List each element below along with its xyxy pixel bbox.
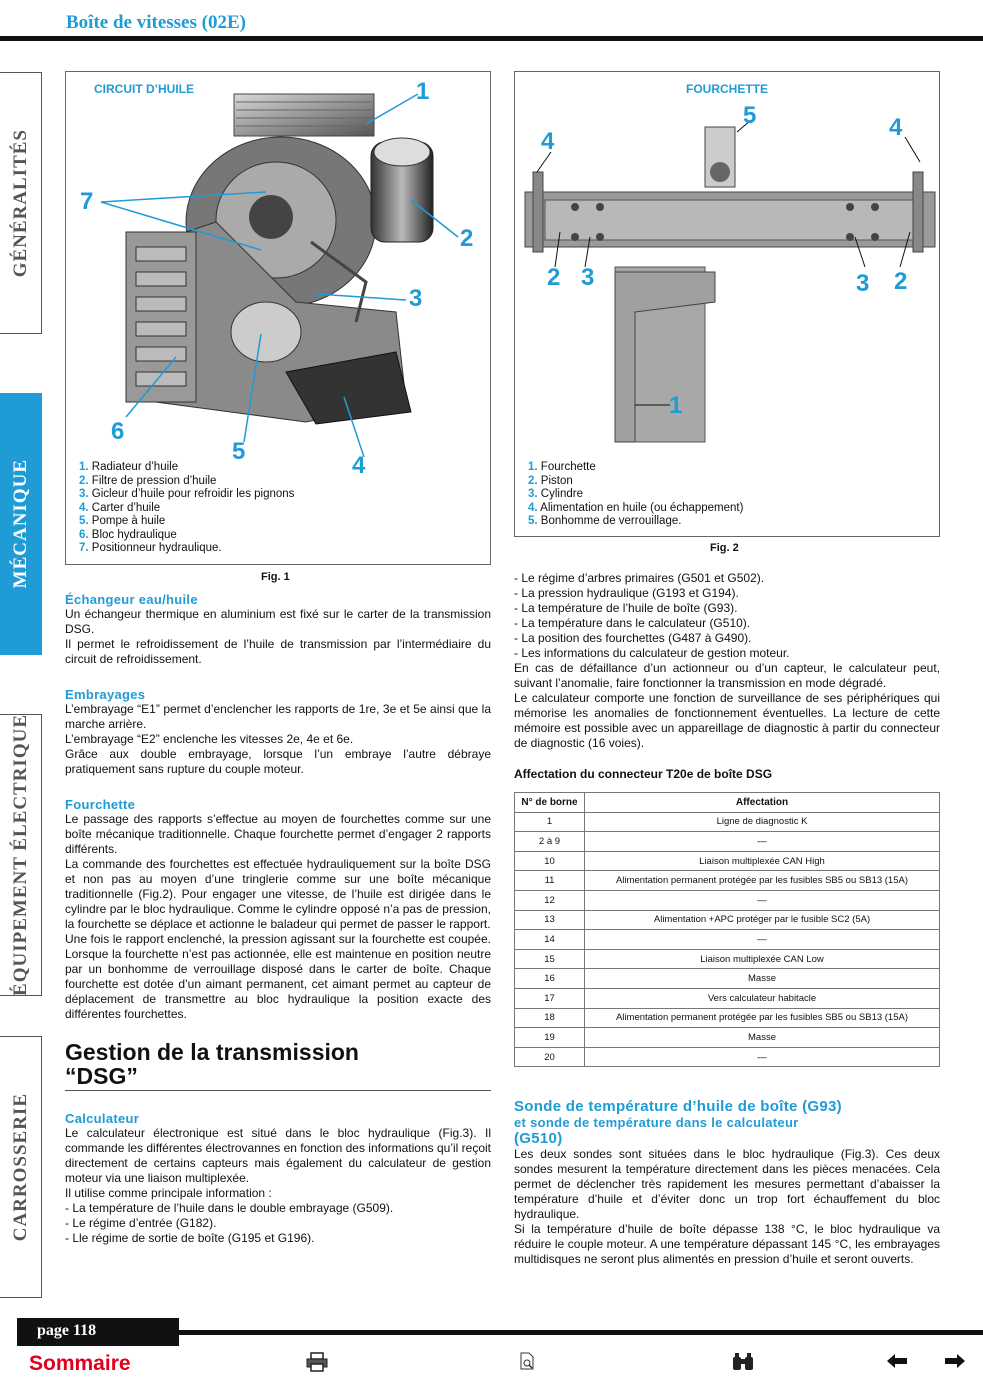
table-row [515, 1008, 940, 1028]
table-cell: — [585, 890, 940, 910]
table-cell: 12 [515, 890, 585, 910]
sommaire-link[interactable]: Sommaire [29, 1352, 131, 1375]
table-row [515, 890, 940, 910]
table-row [515, 930, 940, 950]
section-title-fourchette: Fourchette [65, 797, 136, 812]
paragraph: La commande des fourchettes est effectuée hydrauliquement sur la boîte DSG et non pas au moyen d’une tringlerie comme sur une boîte mécanique traditionnelle (Fig.2). Pour engager une vitesse, de l’huile est dirigée dans le cylindre par le bloc hydraulique. Comme le cylindre opposé n’a pas de pression, la fourchette se déplace et actionne le baladeur qui permet de passer le rapport. [65, 857, 491, 931]
callout-7: 7 [80, 188, 94, 215]
table-cell: 14 [515, 930, 585, 950]
legend-item: 2. Filtre de pression d’huile [79, 474, 217, 487]
table-cell: 2 à 9 [515, 832, 585, 852]
table-cell: Alimentation permanent protégée par les fusibles SB5 ou SB13 (15A) [585, 871, 940, 891]
table-cell: 18 [515, 1008, 585, 1028]
column-header: N° de borne [515, 793, 585, 813]
legend-item: 7. Positionneur hydraulique. [79, 542, 222, 554]
paragraph: Le calculateur électronique est situé dans le bloc hydraulique (Fig.3). Il commande les différentes électrovannes en fonction des informations qu’il reçoit directement de certains capteurs mais également du calculateur de gestion moteur via une liaison multiplexée. [65, 1126, 492, 1185]
print-icon[interactable] [306, 1352, 328, 1378]
paragraph: Il utilise comme principale information : [65, 1186, 272, 1200]
table-row [515, 949, 940, 969]
callout-1: 1 [416, 78, 430, 105]
table-cell: 10 [515, 851, 585, 871]
table-cell: 11 [515, 871, 585, 891]
side-tab-label: GÉNÉRALITÉS [9, 128, 31, 278]
table-cell: Liaison multiplexée CAN Low [585, 949, 940, 969]
table-row [515, 1028, 940, 1048]
table-cell: 19 [515, 1028, 585, 1048]
paragraph: Si la température d’huile de boîte dépasse 138 °C, le bloc hydraulique va réduire le couple moteur. A une température dépassant 145 °C, les embrayages multidisques ne seront plus alimentés en pression d’huile et seront ouverts. [514, 1222, 940, 1267]
callout-5: 5 [743, 102, 757, 129]
callout-3: 3 [856, 270, 870, 297]
list-item: - Le régime d’arbres primaires (G501 et G502). [514, 571, 765, 585]
list-item: - Le régime d’entrée (G182). [65, 1216, 217, 1230]
paragraph: Une fois le rapport enclenché, la pression agissant sur la fourchette est coupée. Lorsque la fourchette n’est pas actionnée, elle est maintenue en position neutre par un bonhomme de verrouillage disposé dans le carter de boîte. Chaque fourchette est dotée d’un aimant permanent, cet aimant permet au capteur de déplacement de transmettre au bloc hydraulique la position exacte des différentes fourchettes. [65, 932, 491, 1021]
table-row [515, 910, 940, 930]
legend-item: 1. Radiateur d’huile [79, 461, 179, 473]
table-cell: 13 [515, 910, 585, 930]
paragraph: Un échangeur thermique en aluminium est fixé sur le carter de la transmission DSG. [65, 607, 491, 636]
table-row [515, 1047, 940, 1067]
list-item: - La température dans le calculateur (G510). [514, 616, 751, 630]
list-item: - La température de l’huile de boîte (G93). [514, 601, 738, 615]
paragraph: L’embrayage “E1” permet d’enclencher les rapports de 1re, 3e et 5e ainsi que la marche arrière. [65, 702, 491, 731]
table-row [515, 988, 940, 1008]
list-item: - La pression hydraulique (G193 et G194). [514, 586, 739, 600]
table-row [515, 871, 940, 891]
table-row [515, 832, 940, 852]
table-cell: Ligne de diagnostic K [585, 812, 940, 832]
paragraph: Grâce aux double embrayage, lorsque l’un embraye l’autre débraye pratiquement sans rupture du couple moteur. [65, 747, 491, 776]
callout-1: 1 [669, 392, 683, 419]
side-tab-equipement-electrique[interactable] [0, 714, 42, 996]
table-cell: Alimentation permanent protégée par les fusibles SB5 ou SB13 (15A) [585, 1008, 940, 1028]
callout-3: 3 [581, 264, 595, 291]
figure-2-caption: Fig. 2 [710, 542, 739, 554]
section-title-echangeur: Échangeur eau/huile [65, 592, 198, 607]
figure-legend [79, 461, 294, 556]
legend-item: 6. Bloc hydraulique [79, 528, 177, 541]
legend-item: 4. Carter d’huile [79, 501, 161, 514]
figure-1-caption: Fig. 1 [261, 571, 290, 583]
table-cell: — [585, 1047, 940, 1067]
legend-item: 4. Alimentation en huile (ou échappement) [528, 501, 744, 514]
legend-item: 5. Bonhomme de verrouillage. [528, 515, 682, 527]
legend-item: 2. Piston [528, 474, 573, 487]
table-cell: — [585, 930, 940, 950]
fork-illustration [515, 72, 941, 452]
connector-table [514, 792, 940, 1067]
gearbox-illustration [66, 72, 492, 462]
paragraph: En cas de défaillance d’un actionneur ou d’un capteur, le calculateur peut, suivant l’anomalie, faire fonctionner la transmission en mode dégradé. [514, 661, 940, 690]
callout-2: 2 [460, 225, 474, 252]
paragraph: Le passage des rapports s’effectue au moyen de fourchettes comme sur une boîte mécanique traditionnelle. Chaque fourchette permet d’engager 2 rapports différents. [65, 812, 491, 856]
side-tab-carrosserie[interactable] [0, 1036, 42, 1298]
section-title-sonde [514, 1099, 940, 1147]
left-column [65, 582, 491, 1246]
table-row [515, 969, 940, 989]
table-cell: 16 [515, 969, 585, 989]
binoculars-icon[interactable] [731, 1352, 755, 1378]
legend-item: 3. Cylindre [528, 488, 583, 500]
callout-4: 4 [352, 452, 366, 479]
page-header-title: Boîte de vitesses (02E) [66, 12, 246, 33]
callout-6: 6 [111, 418, 125, 445]
paragraph: L’embrayage “E2” enclenche les vitesses 2e, 4e et 6e. [65, 732, 354, 746]
callout-4: 4 [889, 114, 903, 141]
table-row [515, 851, 940, 871]
page-number: page 118 [17, 1318, 179, 1346]
document-icon[interactable] [519, 1352, 535, 1376]
section-title-line: et sonde de température dans le calculateur [514, 1115, 799, 1131]
arrow-right-icon[interactable] [944, 1352, 966, 1375]
side-tab-label: MÉCANIQUE [9, 459, 31, 589]
legend-item: 1. Fourchette [528, 461, 596, 473]
legend-item: 3. Gicleur d’huile pour refroidir les pignons [79, 488, 295, 500]
paragraph: Les deux sondes sont situées dans le bloc hydraulique (Fig.3). Ces deux sondes mesurent la température directement dans les pièces menacées. Cela permet de déclencher très rapidement les mesures permettant d’abaisser la température d’huile et d’éviter donc un trop fort échauffement du bloc hydraulique. [514, 1147, 940, 1222]
table-cell: Masse [585, 1028, 940, 1048]
side-tab-label: ÉQUIPEMENT ÉLECTRIQUE [9, 714, 31, 996]
table-cell: 20 [515, 1047, 585, 1067]
table-cell: Alimentation +APC protéger par le fusible SC2 (5A) [585, 910, 940, 930]
paragraph: Le calculateur comporte une fonction de surveillance de ses périphériques qui mémorise les anomalies de fonctionnement éventuelles. La lecture de cette mémoire est possible avec un appareillage de diagnostic à partir du connecteur de diagnostic (16 voies). [514, 691, 940, 750]
legend-item: 5. Pompe à huile [79, 515, 166, 527]
figure-legend [528, 461, 743, 529]
figure-1-oil-circuit [65, 71, 491, 565]
table-cell: 15 [515, 949, 585, 969]
list-item: - La température de l’huile dans le double embrayage (G509). [65, 1201, 394, 1215]
callout-2: 2 [547, 264, 561, 291]
list-item: - Les informations du calculateur de gestion moteur. [514, 646, 790, 660]
table-cell: Liaison multiplexée CAN High [585, 851, 940, 871]
table-cell: 17 [515, 988, 585, 1008]
main-heading-line: “DSG” [65, 1063, 138, 1089]
main-heading-line: Gestion de la transmission [65, 1039, 359, 1065]
main-heading-gestion-dsg [65, 1040, 491, 1091]
section-title-line: (G510) [514, 1130, 563, 1148]
callout-4: 4 [541, 128, 555, 155]
table-cell: Vers calculateur habitacle [585, 988, 940, 1008]
header-rule [0, 36, 983, 41]
side-tab-mecanique[interactable] [0, 393, 42, 655]
arrow-left-icon[interactable] [886, 1352, 908, 1375]
section-title-embrayages: Embrayages [65, 687, 146, 702]
column-header: Affectation [585, 793, 940, 813]
list-item: - Lle régime de sortie de boîte (G195 et G196). [65, 1231, 315, 1245]
table-header-row [515, 793, 940, 813]
footer-rule [179, 1330, 983, 1335]
figure-title: CIRCUIT D’HUILE [94, 82, 194, 96]
table-cell: — [585, 832, 940, 852]
side-tab-label: CARROSSERIE [9, 1092, 31, 1242]
section-title-calculateur: Calculateur [65, 1111, 140, 1126]
callout-3: 3 [409, 285, 423, 312]
callout-2: 2 [894, 268, 908, 295]
callout-5: 5 [232, 438, 246, 465]
paragraph: Il permet le refroidissement de l’huile de transmission par l’intermédiaire du circuit de refroidissement. [65, 637, 491, 666]
table-title: Affectation du connecteur T20e de boîte DSG [514, 767, 773, 781]
figure-2-fork [514, 71, 940, 537]
table-row [515, 812, 940, 832]
table-cell: 1 [515, 812, 585, 832]
section-title-line: Sonde de température d’huile de boîte (G93) [514, 1098, 842, 1116]
figure-title: FOURCHETTE [686, 82, 768, 96]
list-item: - La position des fourchettes (G487 à G490). [514, 631, 752, 645]
side-tab-generalites[interactable] [0, 72, 42, 334]
right-column [514, 571, 940, 1267]
table-cell: Masse [585, 969, 940, 989]
